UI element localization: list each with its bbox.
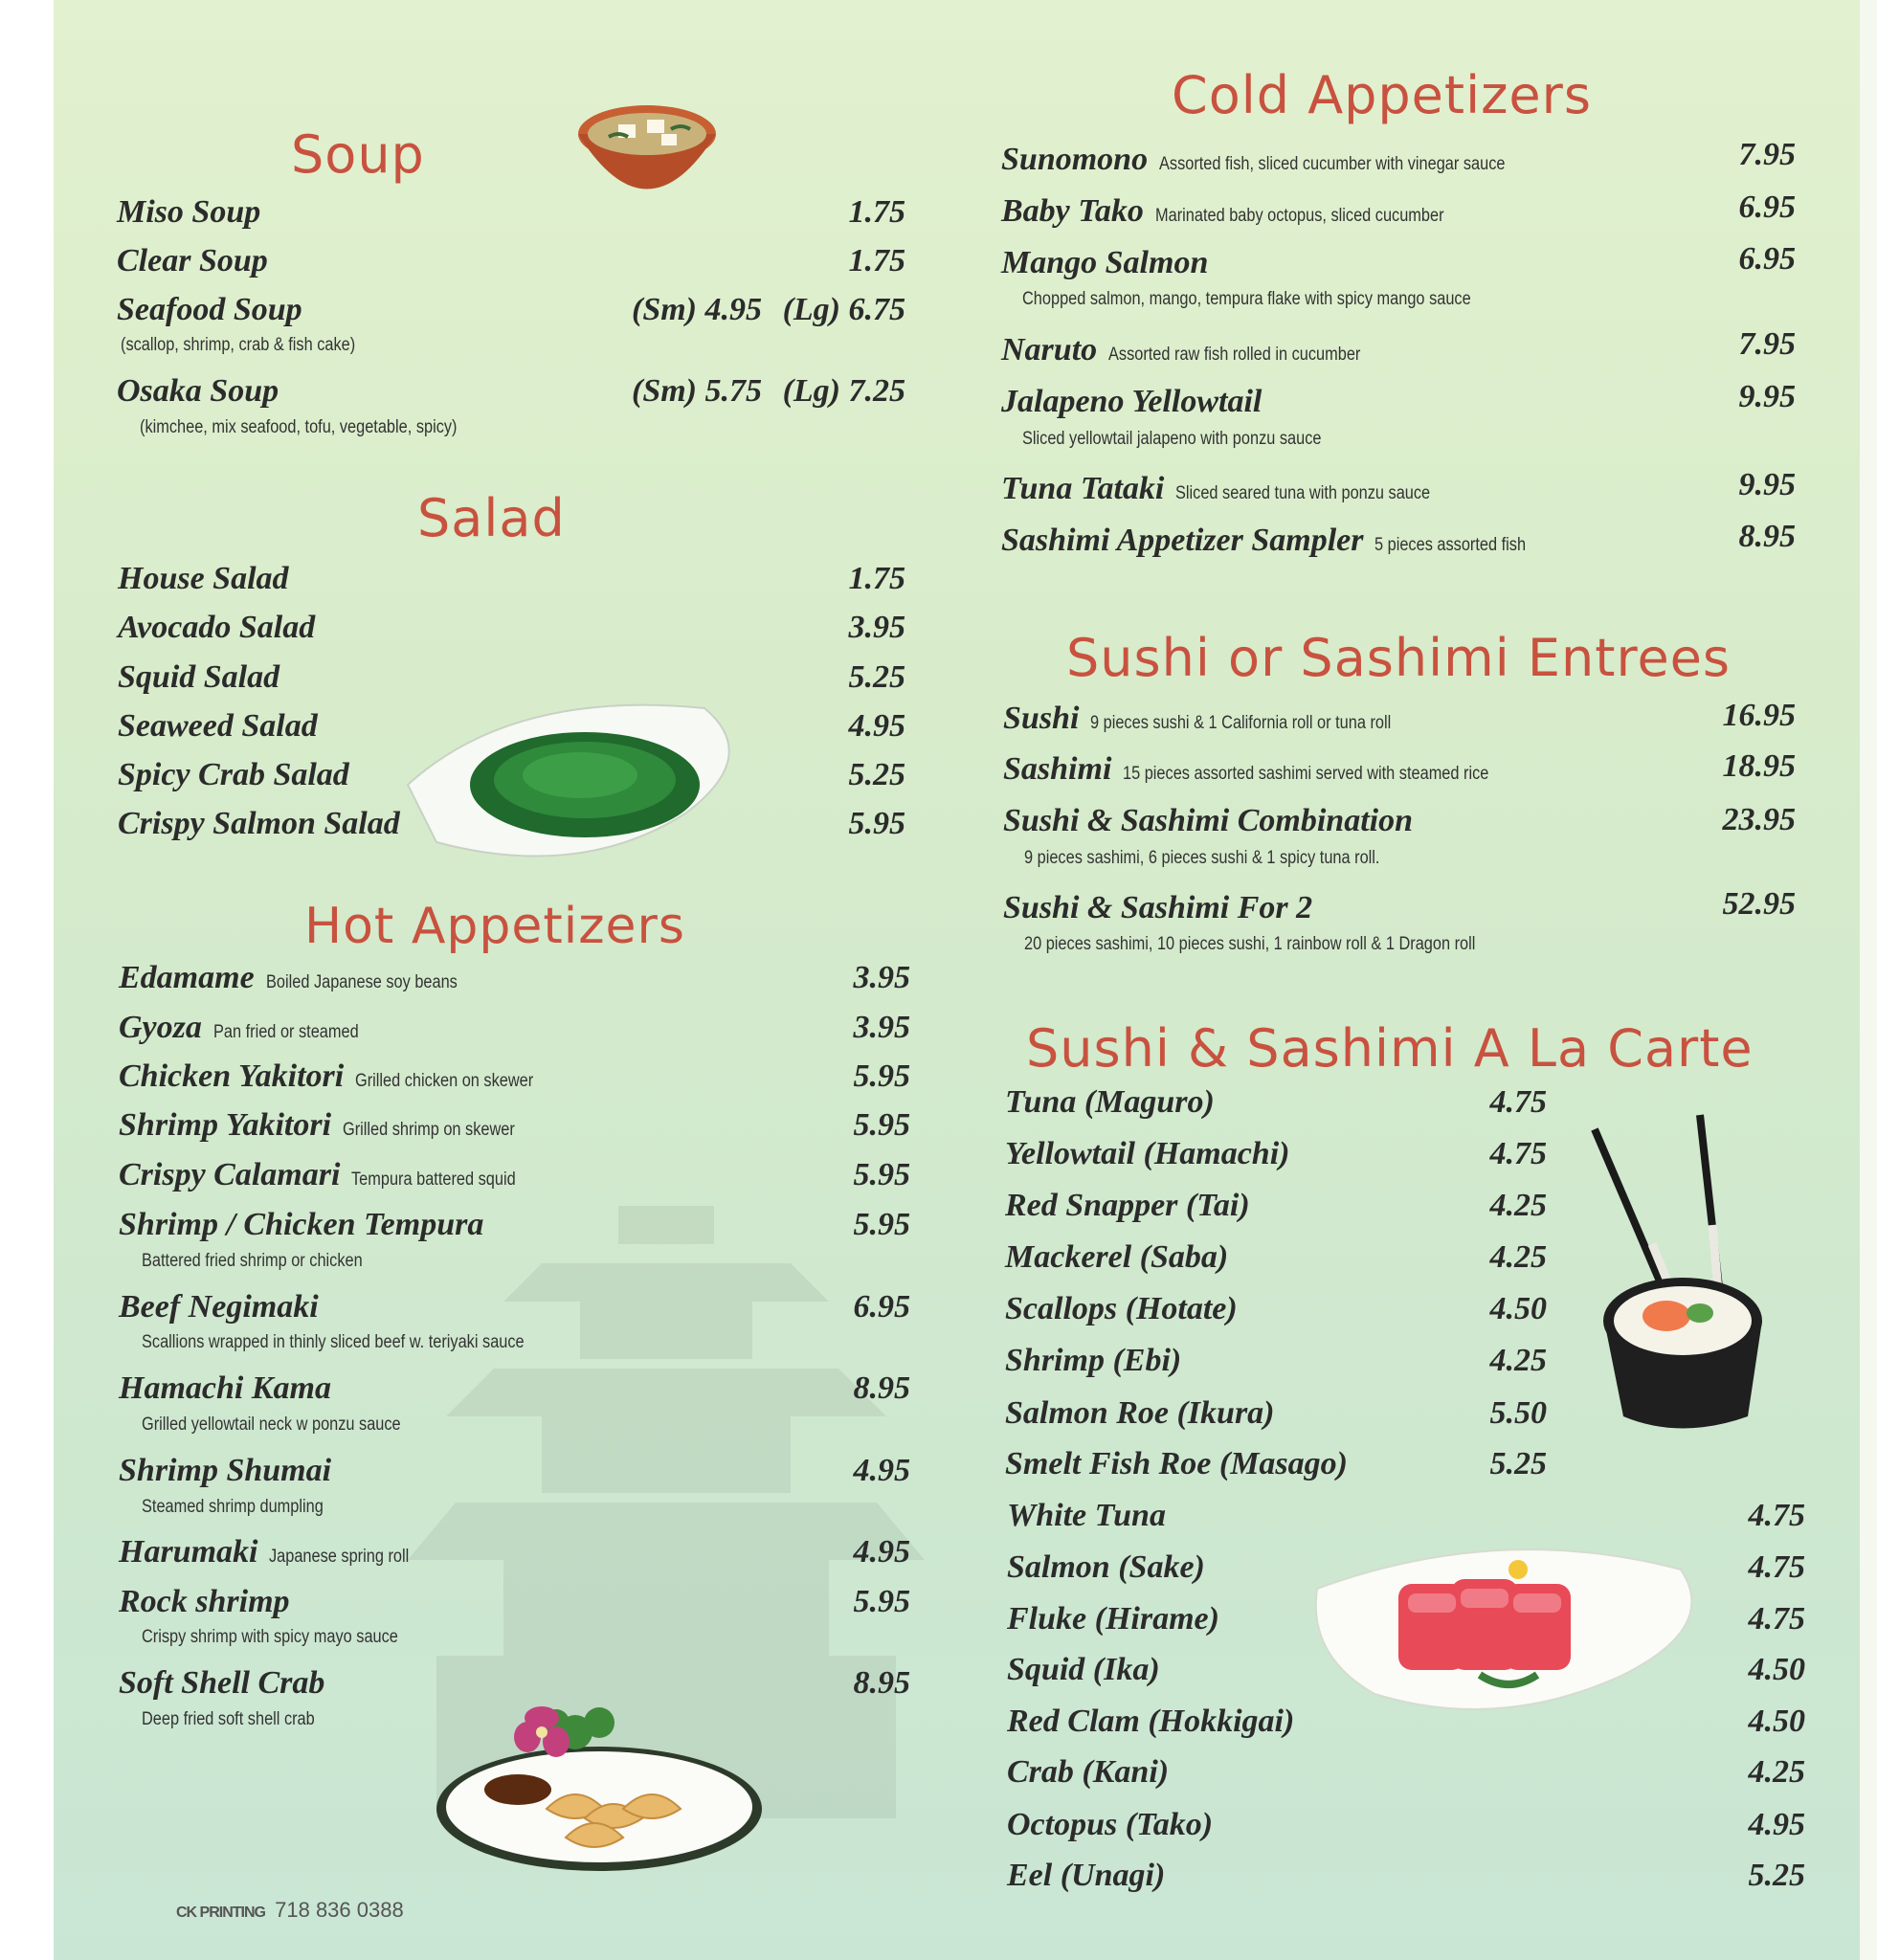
menu-item: Sashimi Appetizer Sampler 5 pieces assorted fish [1001,523,1527,558]
menu-item: Sashimi 15 pieces assorted sashimi served with steamed rice [1003,751,1489,787]
item-price: 4.95 [853,1534,910,1570]
item-description: 9 pieces sashimi, 6 pieces sushi & 1 spicy tuna roll. [1024,848,1380,868]
item-price: 4.25 [1748,1754,1805,1790]
menu-item: Hamachi Kama [119,1370,331,1406]
menu-item: Salmon (Sake) [1007,1549,1205,1585]
menu-item: House Salad [118,561,289,596]
soup-title: Soup [291,124,425,185]
item-price: 4.50 [1748,1704,1805,1739]
item-description: Chopped salmon, mango, tempura flake with spicy mango sauce [1022,289,1471,309]
menu-item: Shrimp Yakitori Grilled shrimp on skewer [119,1107,515,1143]
menu-item: Sushi 9 pieces sushi & 1 California roll or tuna roll [1003,701,1392,736]
menu-item: Soft Shell Crab [119,1665,325,1701]
item-price: 6.95 [853,1289,910,1325]
item-price: 1.75 [848,243,905,278]
menu-item: Beef Negimaki [119,1289,319,1325]
item-description: Sliced yellowtail jalapeno with ponzu sauce [1022,429,1322,449]
menu-item: Eel (Unagi) [1007,1858,1166,1893]
item-price: 4.25 [1489,1343,1547,1378]
item-price: 6.95 [1738,189,1796,225]
item-price: 4.75 [1748,1601,1805,1637]
item-description: (kimchee, mix seafood, tofu, vegetable, spicy) [140,417,458,437]
menu-item: Seafood Soup [117,292,302,327]
item-price: 6.95 [1738,241,1796,277]
menu-item: Salmon Roe (Ikura) [1005,1395,1275,1431]
menu-item: Spicy Crab Salad [118,757,349,792]
item-price: 4.50 [1489,1291,1547,1326]
menu-item: Sushi & Sashimi For 2 [1003,890,1313,925]
tuna-sashimi-plate-image [1307,1531,1709,1723]
item-price: 5.95 [853,1058,910,1094]
cold-appetizers-title: Cold Appetizers [1172,65,1592,125]
menu-item: Jalapeno Yellowtail [1001,384,1263,419]
item-price: 3.95 [848,610,905,645]
item-price: 4.75 [1489,1084,1547,1120]
printer-phone: 718 836 0388 [275,1898,404,1922]
menu-item: Squid (Ika) [1007,1652,1160,1687]
item-price-large: (Lg) 7.25 [782,373,905,409]
item-price-small: (Sm) 5.75 [632,373,762,409]
menu-item: Shrimp (Ebi) [1005,1343,1182,1378]
item-price: 4.95 [1748,1807,1805,1842]
item-description: Scallions wrapped in thinly sliced beef w. teriyaki sauce [142,1332,525,1352]
item-price: 4.75 [1489,1136,1547,1171]
item-price: 18.95 [1722,748,1796,784]
gyoza-plate-image [432,1675,767,1876]
item-price: 52.95 [1722,886,1796,922]
menu-item: Mango Salmon [1001,245,1209,280]
item-price: 16.95 [1722,698,1796,733]
menu-item: Yellowtail (Hamachi) [1005,1136,1290,1171]
item-description: Battered fried shrimp or chicken [142,1251,363,1271]
miso-soup-bowl-image [570,91,724,206]
item-price: 5.25 [1489,1446,1547,1481]
item-price: 5.25 [848,757,905,792]
menu-item: Mackerel (Saba) [1005,1239,1229,1275]
menu-item: Osaka Soup [117,373,279,409]
item-price: 5.95 [853,1584,910,1619]
item-price: 1.75 [848,561,905,596]
menu-item: Fluke (Hirame) [1007,1601,1219,1637]
item-description: Deep fried soft shell crab [142,1709,315,1729]
menu-item: Red Clam (Hokkigai) [1007,1704,1295,1739]
printer-credit [176,1898,404,1923]
item-price: 9.95 [1738,467,1796,502]
item-price: 5.95 [853,1207,910,1242]
menu-item: Shrimp Shumai [119,1453,332,1488]
item-price: 5.25 [1748,1858,1805,1893]
item-price: 4.25 [1489,1188,1547,1223]
salad-title: Salad [417,488,566,548]
alacarte-title: Sushi & Sashimi A La Carte [1026,1018,1754,1079]
menu-item: Sushi & Sashimi Combination [1003,803,1414,838]
item-price: 4.50 [1748,1652,1805,1687]
menu-item: Crispy Calamari Tempura battered squid [119,1157,517,1192]
item-price: 4.95 [848,708,905,744]
menu-item: Shrimp / Chicken Tempura [119,1207,484,1242]
item-price: 4.75 [1748,1549,1805,1585]
page-edge [1860,0,1877,1960]
menu-item: White Tuna [1007,1498,1166,1533]
menu-item: Harumaki Japanese spring roll [119,1534,410,1570]
item-price-small: (Sm) 4.95 [632,292,762,327]
menu-item: Sunomono Assorted fish, sliced cucumber with vinegar sauce [1001,142,1506,177]
menu-item: Baby Tako Marinated baby octopus, sliced cucumber [1001,193,1444,229]
item-price: 8.95 [1738,519,1796,554]
menu-item: Red Snapper (Tai) [1005,1188,1250,1223]
item-price: 5.95 [853,1107,910,1143]
item-price-large: (Lg) 6.75 [782,292,905,327]
item-price: 1.75 [848,194,905,230]
menu-item: Miso Soup [117,194,261,230]
item-price: 4.25 [1489,1239,1547,1275]
menu-page [54,0,1877,1960]
printer-brand: CK PRINTING [176,1904,265,1921]
chopsticks-sushi-roll-image [1556,1110,1796,1436]
item-price: 5.50 [1489,1395,1547,1431]
item-price: 5.95 [848,806,905,841]
item-price: 8.95 [853,1665,910,1701]
item-description: (scallop, shrimp, crab & fish cake) [121,335,356,355]
menu-item: Smelt Fish Roe (Masago) [1005,1446,1348,1481]
item-price: 4.95 [853,1453,910,1488]
seaweed-salad-image [398,699,762,871]
menu-item: Octopus (Tako) [1007,1807,1214,1842]
menu-item: Naruto Assorted raw fish rolled in cucumber [1001,332,1361,368]
menu-item: Edamame Boiled Japanese soy beans [119,960,458,995]
menu-item: Crab (Kani) [1007,1754,1170,1790]
item-description: Crispy shrimp with spicy mayo sauce [142,1627,398,1647]
menu-item: Tuna Tataki Sliced seared tuna with ponzu sauce [1001,471,1431,506]
menu-item: Crispy Salmon Salad [118,806,400,841]
menu-item: Rock shrimp [119,1584,290,1619]
item-description: Grilled yellowtail neck w ponzu sauce [142,1414,401,1435]
item-description: 20 pieces sashimi, 10 pieces sushi, 1 rainbow roll & 1 Dragon roll [1024,934,1476,954]
menu-item: Tuna (Maguro) [1005,1084,1215,1120]
menu-item: Avocado Salad [118,610,316,645]
item-price: 3.95 [853,1010,910,1045]
hot-appetizers-title: Hot Appetizers [304,898,686,955]
item-description: Steamed shrimp dumpling [142,1497,324,1517]
item-price: 5.95 [853,1157,910,1192]
item-price: 3.95 [853,960,910,995]
menu-item: Gyoza Pan fried or steamed [119,1010,359,1045]
item-price: 9.95 [1738,379,1796,414]
menu-item: Seaweed Salad [118,708,318,744]
item-price: 7.95 [1738,326,1796,362]
menu-item: Chicken Yakitori Grilled chicken on skewer [119,1058,534,1094]
item-price: 5.25 [848,659,905,695]
menu-item: Squid Salad [118,659,280,695]
item-price: 7.95 [1738,137,1796,172]
item-price: 23.95 [1722,802,1796,837]
menu-item: Clear Soup [117,243,268,278]
item-price: 4.75 [1748,1498,1805,1533]
entrees-title: Sushi or Sashimi Entrees [1066,628,1732,688]
menu-item: Scallops (Hotate) [1005,1291,1238,1326]
item-price: 8.95 [853,1370,910,1406]
